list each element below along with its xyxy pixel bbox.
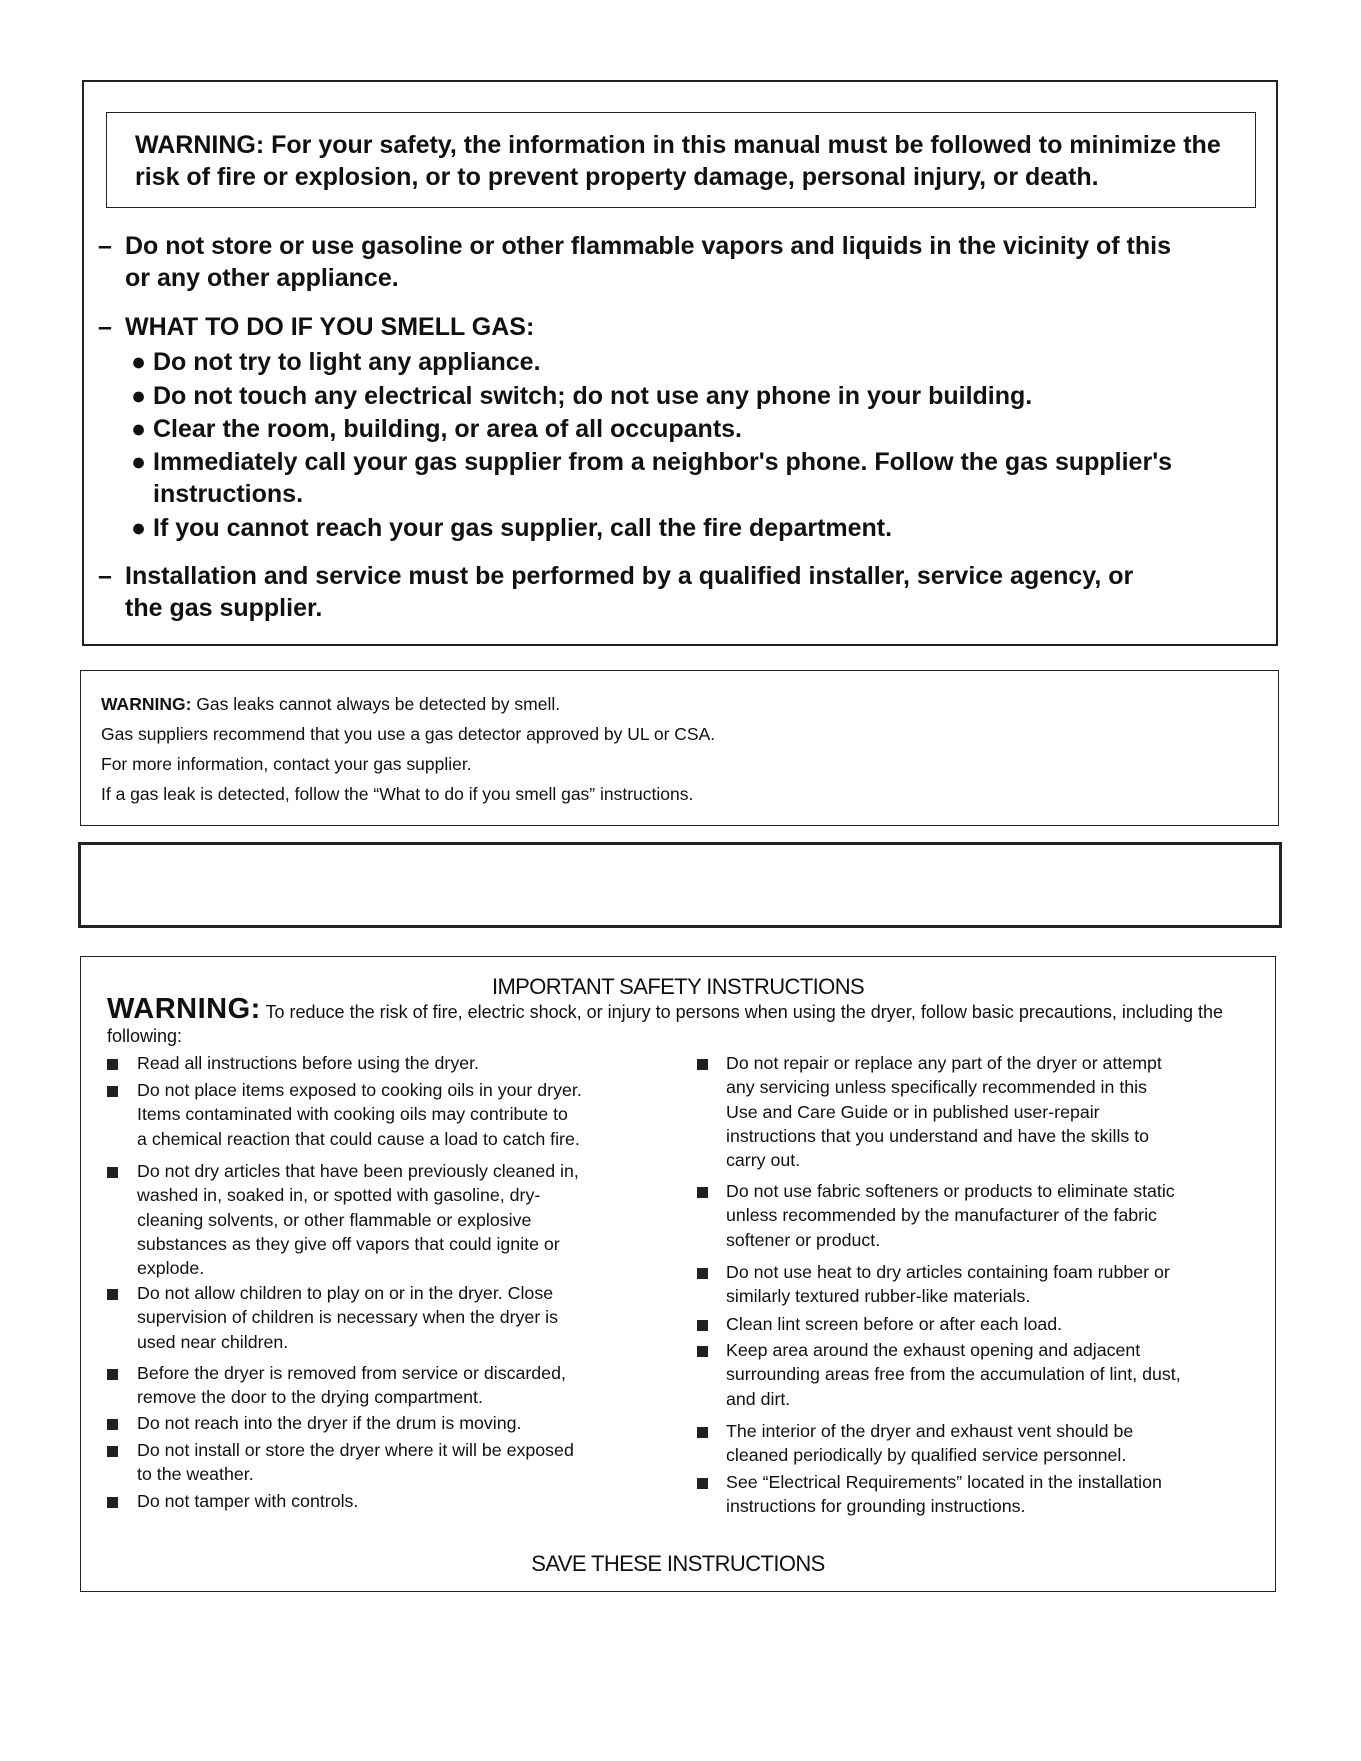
- bullet-dot: ●: [131, 348, 147, 376]
- gas-leak-line-4: If a gas leak is detected, follow the “What to do if you smell gas” instructions.: [101, 784, 694, 804]
- safety-title: IMPORTANT SAFETY INSTRUCTIONS: [491, 974, 865, 999]
- gas-leak-line-2: Gas suppliers recommend that you use a gas detector approved by UL or CSA.: [101, 724, 716, 744]
- item-line: Before the dryer is removed from service or discarded,: [137, 1363, 566, 1383]
- item-line: used near children.: [137, 1331, 289, 1352]
- bullet-dot: ●: [131, 382, 147, 410]
- item-line: Do not repair or replace any part of the dryer or attempt: [726, 1053, 1162, 1073]
- item-line: cleaned periodically by qualified service personnel.: [726, 1445, 1127, 1466]
- item-line: and dirt.: [726, 1388, 791, 1409]
- bullet-text-continued: instructions.: [153, 480, 304, 508]
- item-line: Clean lint screen before or after each load.: [726, 1314, 1063, 1334]
- safety-warning-label: WARNING:: [107, 993, 261, 1025]
- item-line: Do not use heat to dry articles containing foam rubber or: [726, 1262, 1170, 1282]
- item-line: any servicing unless specifically recommended in this: [726, 1077, 1148, 1098]
- left-column-item: [137, 1489, 358, 1513]
- square-bullet-icon: [107, 1369, 118, 1380]
- item-line: Keep area around the exhaust opening and adjacent: [726, 1340, 1141, 1360]
- smell-gas-bullet-3: [131, 413, 1271, 445]
- item-line: Read all instructions before using the dryer.: [137, 1053, 479, 1073]
- gas-warning-headline: WARNING: For your safety, the information in this manual must be followed to minimize the risk of fire or explosion, or to prevent property damage, personal injury, or death.: [135, 131, 1221, 191]
- right-column-item: [726, 1051, 1162, 1172]
- square-bullet-icon: [107, 1289, 118, 1300]
- item-line: carry out.: [726, 1150, 801, 1171]
- safety-instructions-box: [80, 956, 1276, 1592]
- left-column-item: [137, 1159, 579, 1280]
- right-column-item: [726, 1419, 1133, 1468]
- dash-item-flammable-line-1: Do not store or use gasoline or other flammable vapors and liquids in the vicinity of this: [125, 232, 1171, 260]
- save-instructions-footer: SAVE THESE INSTRUCTIONS: [531, 1551, 825, 1576]
- bullet-text: Clear the room, building, or area of all occupants.: [153, 415, 742, 443]
- item-line: similarly textured rubber-like materials.: [726, 1286, 1031, 1307]
- left-column-item: [137, 1411, 521, 1435]
- bullet-text: If you cannot reach your gas supplier, call the fire department.: [153, 514, 893, 542]
- right-column-item: [726, 1260, 1170, 1309]
- gas-leak-text: Gas leaks cannot always be detected by smell.: [196, 694, 561, 714]
- dash-item-flammable-line-2: or any other appliance.: [125, 264, 399, 292]
- dash-item-installation-line-1: Installation and service must be performed by a qualified installer, service agency, or: [125, 562, 1134, 590]
- smell-gas-bullet-5: [131, 512, 1271, 544]
- item-line: Do not dry articles that have been previously cleaned in,: [137, 1161, 579, 1181]
- right-column-item: [726, 1338, 1181, 1411]
- item-line: to the weather.: [137, 1464, 254, 1485]
- safety-warning: [107, 993, 1257, 1048]
- square-bullet-icon: [107, 1086, 118, 1097]
- square-bullet-icon: [107, 1497, 118, 1508]
- item-line: Do not place items exposed to cooking oils in your dryer.: [137, 1080, 582, 1100]
- dash-item-smell-gas: [98, 311, 534, 343]
- smell-gas-bullet-1: [131, 346, 1271, 378]
- square-bullet-icon: [697, 1346, 708, 1357]
- bullet-text: Do not try to light any appliance.: [153, 348, 541, 376]
- square-bullet-icon: [697, 1187, 708, 1198]
- dash-item-installation: [98, 560, 1258, 624]
- right-column-item: [726, 1470, 1162, 1519]
- gas-warning-box: [82, 80, 1278, 646]
- left-column-item: [137, 1281, 558, 1354]
- bullet-dot: ●: [131, 514, 147, 542]
- smell-gas-heading: WHAT TO DO IF YOU SMELL GAS:: [125, 313, 535, 341]
- item-line: Items contaminated with cooking oils may contribute to: [137, 1104, 568, 1125]
- square-bullet-icon: [697, 1427, 708, 1438]
- item-line: Do not reach into the dryer if the drum is moving.: [137, 1413, 522, 1433]
- item-line: Use and Care Guide or in published user-repair: [726, 1101, 1100, 1122]
- square-bullet-icon: [697, 1478, 708, 1489]
- item-line: instructions that you understand and have the skills to: [726, 1125, 1150, 1146]
- item-line: substances as they give off vapors that could ignite or: [137, 1233, 560, 1254]
- dash-symbol: –: [98, 313, 112, 341]
- gas-leak-box: [80, 670, 1279, 826]
- item-line: Do not use fabric softeners or products to eliminate static: [726, 1181, 1175, 1201]
- square-bullet-icon: [107, 1167, 118, 1178]
- item-line: Do not allow children to play on or in the dryer. Close: [137, 1283, 554, 1303]
- safety-warning-text: To reduce the risk of fire, electric shock, or injury to persons when using the dryer, follow basic precautions, including the following:: [107, 1002, 1223, 1046]
- item-line: Do not tamper with controls.: [137, 1491, 359, 1511]
- item-line: The interior of the dryer and exhaust vent should be: [726, 1421, 1134, 1441]
- item-line: remove the door to the drying compartment.: [137, 1387, 483, 1408]
- square-bullet-icon: [107, 1419, 118, 1430]
- item-line: softener or product.: [726, 1229, 881, 1250]
- dash-item-flammable: [98, 230, 1258, 294]
- gas-warning-headline-box: [106, 112, 1256, 208]
- bullet-dot: ●: [131, 448, 147, 476]
- square-bullet-icon: [697, 1268, 708, 1279]
- dash-item-installation-line-2: the gas supplier.: [125, 594, 323, 622]
- square-bullet-icon: [697, 1059, 708, 1070]
- gas-leak-line-3: For more information, contact your gas supplier.: [101, 754, 472, 774]
- item-line: unless recommended by the manufacturer of the fabric: [726, 1205, 1157, 1226]
- item-line: a chemical reaction that could cause a load to catch fire.: [137, 1128, 580, 1149]
- item-line: See “Electrical Requirements” located in the installation: [726, 1472, 1162, 1492]
- smell-gas-bullet-4: [131, 446, 1271, 510]
- gas-leak-warning-label: WARNING:: [101, 694, 192, 714]
- item-line: supervision of children is necessary when the dryer is: [137, 1307, 559, 1328]
- right-column-item: [726, 1312, 1062, 1336]
- item-line: surrounding areas free from the accumulation of lint, dust,: [726, 1364, 1181, 1385]
- smell-gas-bullet-2: [131, 380, 1271, 412]
- blank-box: [78, 842, 1282, 928]
- bullet-text: Do not touch any electrical switch; do not use any phone in your building.: [153, 382, 1033, 410]
- right-column-item: [726, 1179, 1175, 1252]
- bullet-dot: ●: [131, 415, 147, 443]
- item-line: Do not install or store the dryer where it will be exposed: [137, 1440, 574, 1460]
- square-bullet-icon: [107, 1059, 118, 1070]
- left-column-item: [137, 1051, 479, 1075]
- gas-leak-line-1: [101, 693, 560, 715]
- dash-symbol: –: [98, 232, 112, 260]
- item-line: explode.: [137, 1258, 205, 1279]
- left-column-item: [137, 1078, 582, 1151]
- left-column-item: [137, 1438, 574, 1487]
- item-line: instructions for grounding instructions.: [726, 1496, 1026, 1517]
- left-column-item: [137, 1361, 566, 1410]
- bullet-text: Immediately call your gas supplier from a neighbor's phone. Follow the gas supplier's: [153, 448, 1173, 476]
- square-bullet-icon: [697, 1320, 708, 1331]
- item-line: washed in, soaked in, or spotted with gasoline, dry-: [137, 1185, 541, 1206]
- item-line: cleaning solvents, or other flammable or explosive: [137, 1209, 532, 1230]
- square-bullet-icon: [107, 1446, 118, 1457]
- dash-symbol: –: [98, 562, 112, 590]
